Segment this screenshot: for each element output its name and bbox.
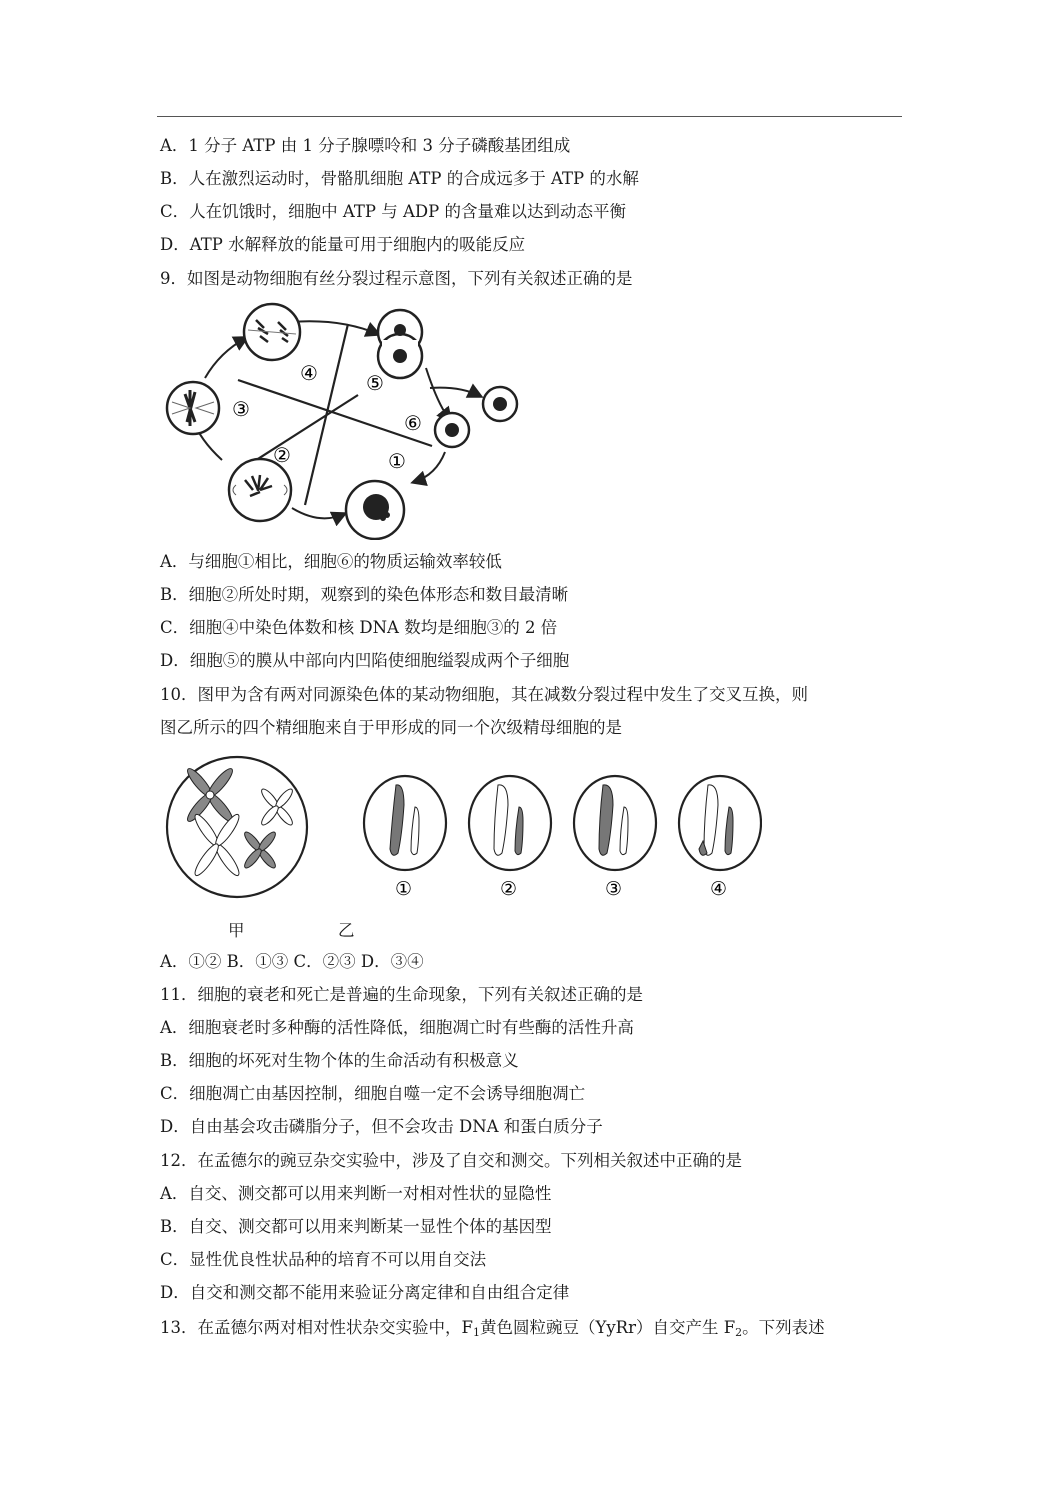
q12-stem: 12．在孟德尔的豌豆杂交实验中，涉及了自交和测交。下列相关叙述中正确的是 (160, 1151, 742, 1170)
cell-yi-1 (364, 776, 446, 870)
label-6: ⑥ (404, 411, 422, 435)
cell-6 (435, 387, 517, 447)
cell-1 (346, 481, 404, 539)
q11-option-a: A．细胞衰老时多种酶的活性降低，细胞凋亡时有些酶的活性升高 (160, 1018, 634, 1037)
cell-2 (229, 459, 291, 521)
yi-label-1: ① (395, 878, 413, 900)
q12-option-a: A．自交、测交都可以用来判断一对相对性状的显隐性 (160, 1184, 552, 1203)
q10-options: A．①② B．①③ C．②③ D．③④ (160, 952, 424, 971)
header-rule (157, 116, 902, 117)
q12-option-d: D．自交和测交都不能用来验证分离定律和自由组合定律 (160, 1283, 570, 1302)
q13-stem-part3: 。下列表述 (742, 1318, 825, 1337)
label-4: ④ (300, 361, 318, 385)
yi-label-4: ④ (710, 878, 728, 900)
q9-option-a: A．与细胞①相比，细胞⑥的物质运输效率较低 (160, 552, 502, 571)
q8-option-a: A．1 分子 ATP 由 1 分子腺嘌呤和 3 分子磷酸基团组成 (160, 136, 571, 155)
label-1: ① (388, 449, 406, 473)
q13-sub1: 1 (472, 1326, 480, 1339)
yi-label-3: ③ (605, 878, 623, 900)
q10-stem-line2: 图乙所示的四个精细胞来自于甲形成的同一个次级精母细胞的是 (160, 718, 622, 737)
cell-yi-4 (679, 776, 761, 870)
cell-3 (167, 382, 219, 434)
label-5: ⑤ (366, 371, 384, 395)
q9-stem: 9．如图是动物细胞有丝分裂过程示意图，下列有关叙述正确的是 (160, 269, 633, 288)
q11-option-d: D．自由基会攻击磷脂分子，但不会攻击 DNA 和蛋白质分子 (160, 1117, 603, 1136)
mitosis-cycle-figure (160, 300, 522, 540)
label-2: ② (273, 443, 291, 467)
cell-yi-3 (574, 776, 656, 870)
meiosis-figure (162, 755, 762, 905)
cell-jia (167, 757, 307, 897)
q11-option-b: B．细胞的坏死对生物个体的生命活动有积极意义 (160, 1051, 519, 1070)
q13-stem-part1: 13．在孟德尔两对相对性状杂交实验中，F (160, 1318, 473, 1337)
cell-4 (244, 304, 300, 360)
q12-option-c: C．显性优良性状品种的培育不可以用自交法 (160, 1250, 487, 1269)
q9-option-d: D．细胞⑤的膜从中部向内凹陷使细胞缢裂成两个子细胞 (160, 651, 570, 670)
q10-stem-line1: 10．图甲为含有两对同源染色体的某动物细胞，其在减数分裂过程中发生了交叉互换，则 (160, 685, 808, 704)
caption-jia: 甲 (228, 921, 245, 940)
yi-label-2: ② (500, 878, 518, 900)
q11-stem: 11．细胞的衰老和死亡是普遍的生命现象，下列有关叙述正确的是 (160, 985, 643, 1004)
caption-yi: 乙 (338, 921, 355, 940)
q13-sub2: 2 (735, 1326, 743, 1339)
q13-stem (160, 1316, 825, 1345)
cell-yi-2 (469, 776, 551, 870)
cell-5 (378, 310, 422, 378)
q9-option-b: B．细胞②所处时期，观察到的染色体形态和数目最清晰 (160, 585, 569, 604)
q11-option-c: C．细胞凋亡由基因控制，细胞自噬一定不会诱导细胞凋亡 (160, 1084, 586, 1103)
label-3: ③ (232, 397, 250, 421)
q13-stem-part2: 黄色圆粒豌豆（YyRr）自交产生 F (479, 1318, 736, 1337)
q12-option-b: B．自交、测交都可以用来判断某一显性个体的基因型 (160, 1217, 552, 1236)
q9-option-c: C．细胞④中染色体数和核 DNA 数均是细胞③的 2 倍 (160, 618, 558, 637)
q8-option-b: B．人在激烈运动时，骨骼肌细胞 ATP 的合成远多于 ATP 的水解 (160, 169, 639, 188)
q8-option-d: D．ATP 水解释放的能量可用于细胞内的吸能反应 (160, 235, 526, 254)
q8-option-c: C．人在饥饿时，细胞中 ATP 与 ADP 的含量难以达到动态平衡 (160, 202, 626, 221)
